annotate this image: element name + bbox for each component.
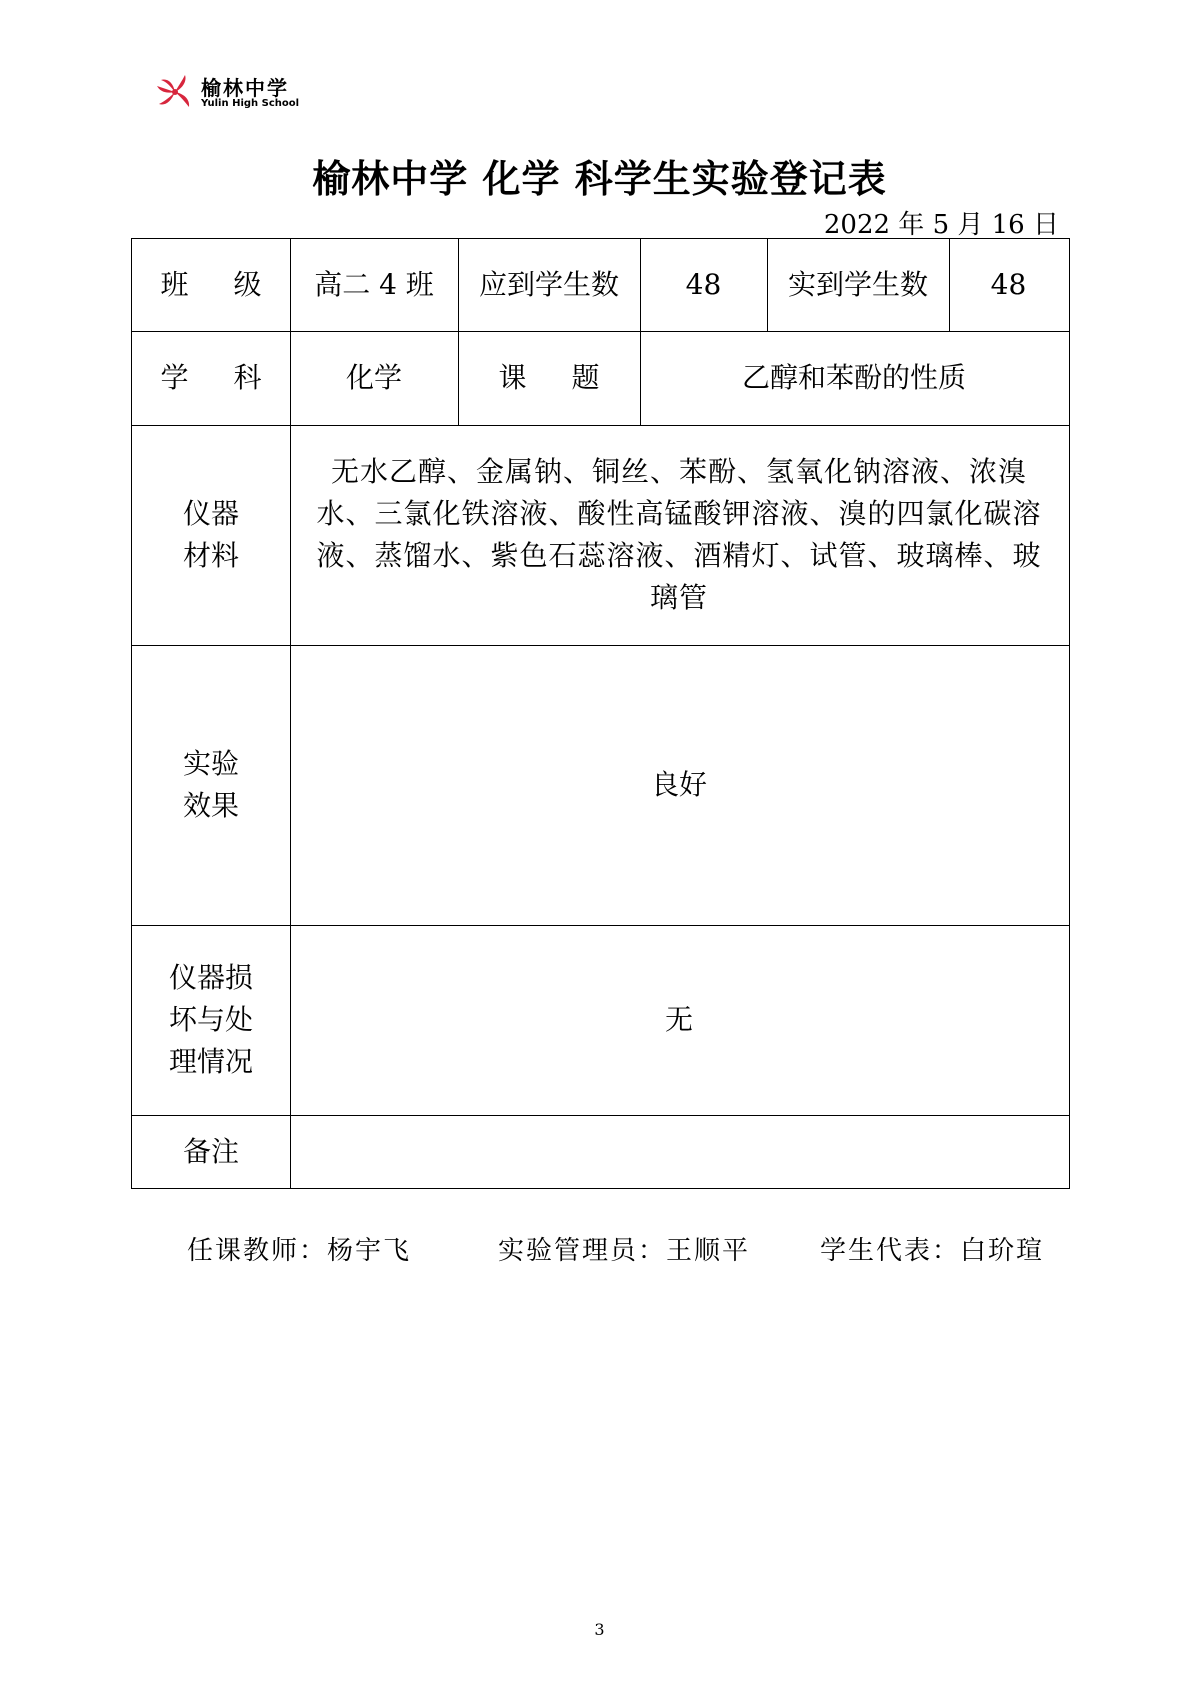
materials-value: 无水乙醇、金属钠、铜丝、苯酚、氢氧化钠溶液、浓溴水、三氯化铁溶液、酸性高锰酸钾溶液、溴的四氯化碳溶液、蒸馏水、紫色石蕊溶液、酒精灯、试管、玻璃棒、玻璃管 <box>316 455 1042 614</box>
registration-form-table <box>131 238 1070 1189</box>
actual-students-label: 实到学生数 <box>787 268 928 301</box>
document-title: 榆林中学 化学 科学生实验登记表 <box>312 157 887 201</box>
materials-label-line: 材料 <box>182 539 239 572</box>
expected-students-value: 48 <box>685 268 722 301</box>
expected-students-label: 应到学生数 <box>478 268 619 301</box>
effect-value: 良好 <box>650 768 707 801</box>
topic-value: 乙醇和苯酚的性质 <box>741 361 966 394</box>
materials-label <box>132 425 290 645</box>
effect-label-line: 实验 <box>182 747 239 780</box>
materials-label-line: 仪器 <box>182 497 239 530</box>
remarks-label: 备注 <box>182 1134 239 1168</box>
damage-label <box>132 925 290 1115</box>
damage-label-line: 仪器损 <box>168 961 253 994</box>
school-emblem-icon <box>155 72 195 112</box>
class-value: 高二 4 班 <box>314 268 434 301</box>
student-signature: 学生代表：白玠瑄 <box>820 1236 1045 1266</box>
school-logo-english: Yulin High School <box>201 98 300 109</box>
school-logo <box>155 72 325 114</box>
remarks-value <box>290 1115 1068 1188</box>
page-number: 3 <box>594 1620 605 1639</box>
topic-label: 课 题 <box>498 361 618 394</box>
effect-label <box>132 645 290 925</box>
damage-label-line: 理情况 <box>168 1045 253 1078</box>
school-logo-name: 榆林中学 <box>201 76 289 100</box>
damage-value: 无 <box>664 1003 693 1036</box>
class-label: 班 级 <box>160 268 280 301</box>
admin-signature: 实验管理员：王顺平 <box>498 1236 751 1266</box>
damage-label-line: 坏与处 <box>168 1003 253 1036</box>
document-date: 2022 年 5 月 16 日 <box>823 210 1059 240</box>
subject-value: 化学 <box>345 361 402 394</box>
actual-students-value: 48 <box>990 268 1027 301</box>
effect-label-line: 效果 <box>182 789 239 822</box>
subject-label: 学 科 <box>160 361 280 394</box>
teacher-signature: 任课教师：杨宇飞 <box>187 1236 412 1266</box>
